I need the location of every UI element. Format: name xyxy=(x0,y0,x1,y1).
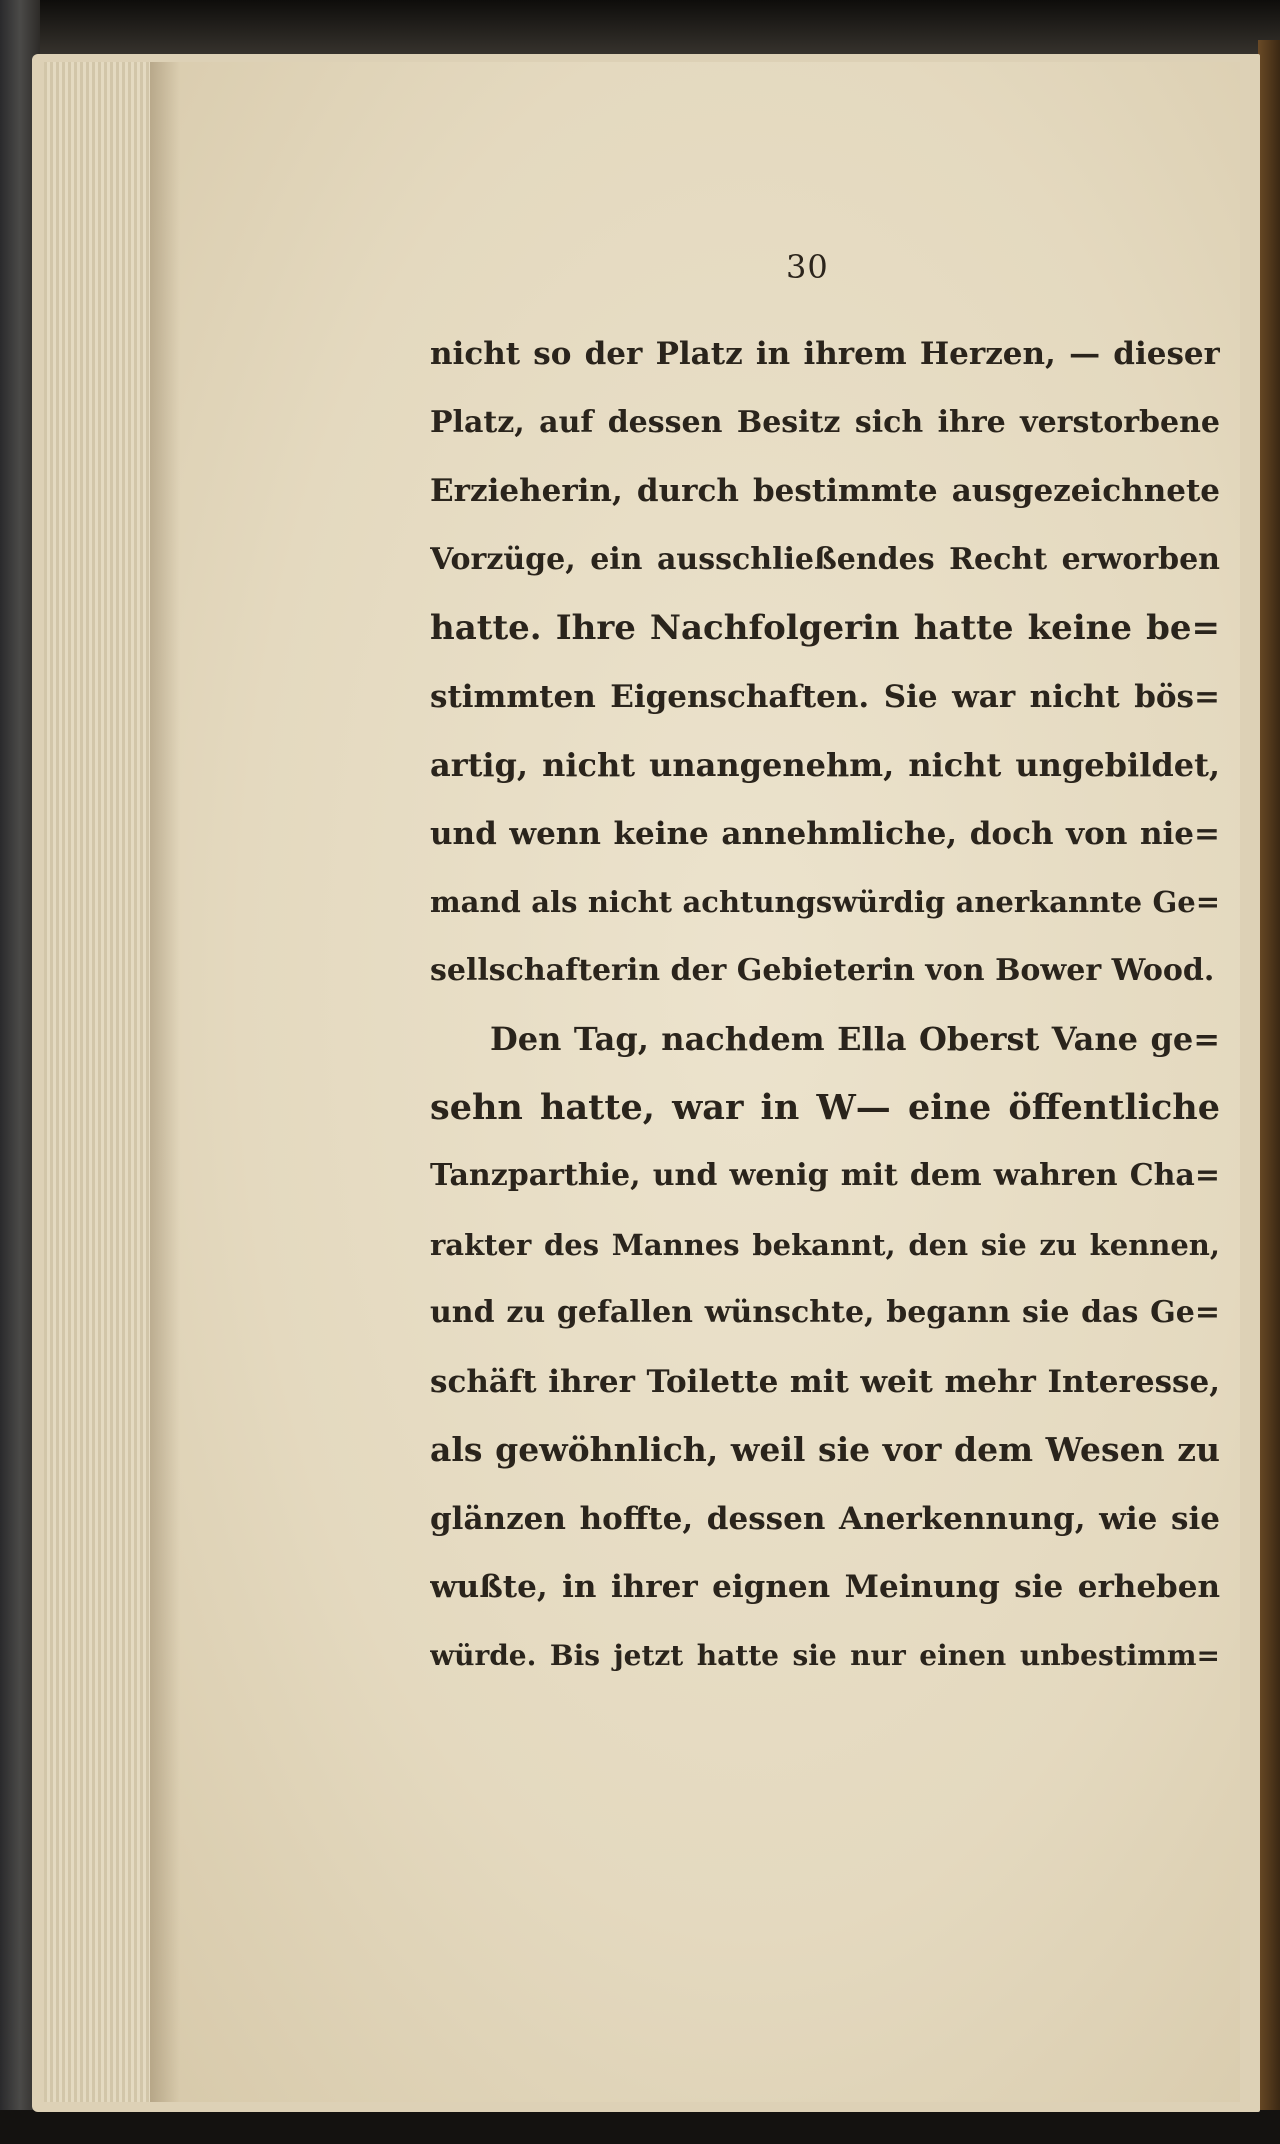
text-line: schäft ihrer Toilette mit weit mehr Interesse, xyxy=(430,1363,1220,1400)
text-line: nicht so der Platz in ihrem Herzen, — dieser xyxy=(430,336,1220,372)
page-edges xyxy=(44,62,154,2102)
text-line: wußte, in ihrer eignen Meinung sie erheben xyxy=(430,1569,1220,1605)
gutter-shadow xyxy=(150,62,180,2102)
page-number: 30 xyxy=(786,248,829,286)
book-cover-bottom xyxy=(0,2110,1280,2144)
text-line: stimmten Eigenschaften. Sie war nicht bös= xyxy=(430,678,1220,715)
text-line: Tanzparthie, und wenig mit dem wahren Cha= xyxy=(430,1158,1220,1193)
text-line: glänzen hoffte, dessen Anerkennung, wie sie xyxy=(430,1500,1220,1537)
text-line: Vorzüge, ein ausschließendes Recht erworben xyxy=(430,541,1220,577)
text-line: mand als nicht achtungswürdig anerkannte Ge= xyxy=(430,885,1220,919)
text-line: Platz, auf dessen Besitz sich ihre verstorbene xyxy=(430,404,1220,440)
body-text xyxy=(430,320,1220,1690)
text-line: und wenn keine annehmliche, doch von nie= xyxy=(430,815,1220,852)
text-line: und zu gefallen wünschte, begann sie das Ge= xyxy=(430,1295,1220,1330)
text-line: sehn hatte, war in W— eine öffentliche xyxy=(430,1086,1220,1128)
text-line: sellschafterin der Gebieterin von Bower Wood. xyxy=(430,952,1215,988)
text-line: als gewöhnlich, weil sie vor dem Wesen zu xyxy=(430,1430,1220,1469)
text-line: würde. Bis jetzt hatte sie nur einen unbestimm= xyxy=(430,1638,1220,1672)
text-line: hatte. Ihre Nachfolgerin hatte keine be= xyxy=(430,608,1220,648)
book-cover-right xyxy=(1258,40,1280,2120)
text-line: rakter des Mannes bekannt, den sie zu kennen, xyxy=(430,1227,1220,1262)
text-line: artig, nicht unangenehm, nicht ungebildet, xyxy=(430,746,1220,784)
book-cover-top xyxy=(0,0,1280,60)
text-line: Den Tag, nachdem Ella Oberst Vane ge= xyxy=(490,1020,1220,1058)
text-line: Erzieherin, durch bestimmte ausgezeichnete xyxy=(430,473,1220,509)
